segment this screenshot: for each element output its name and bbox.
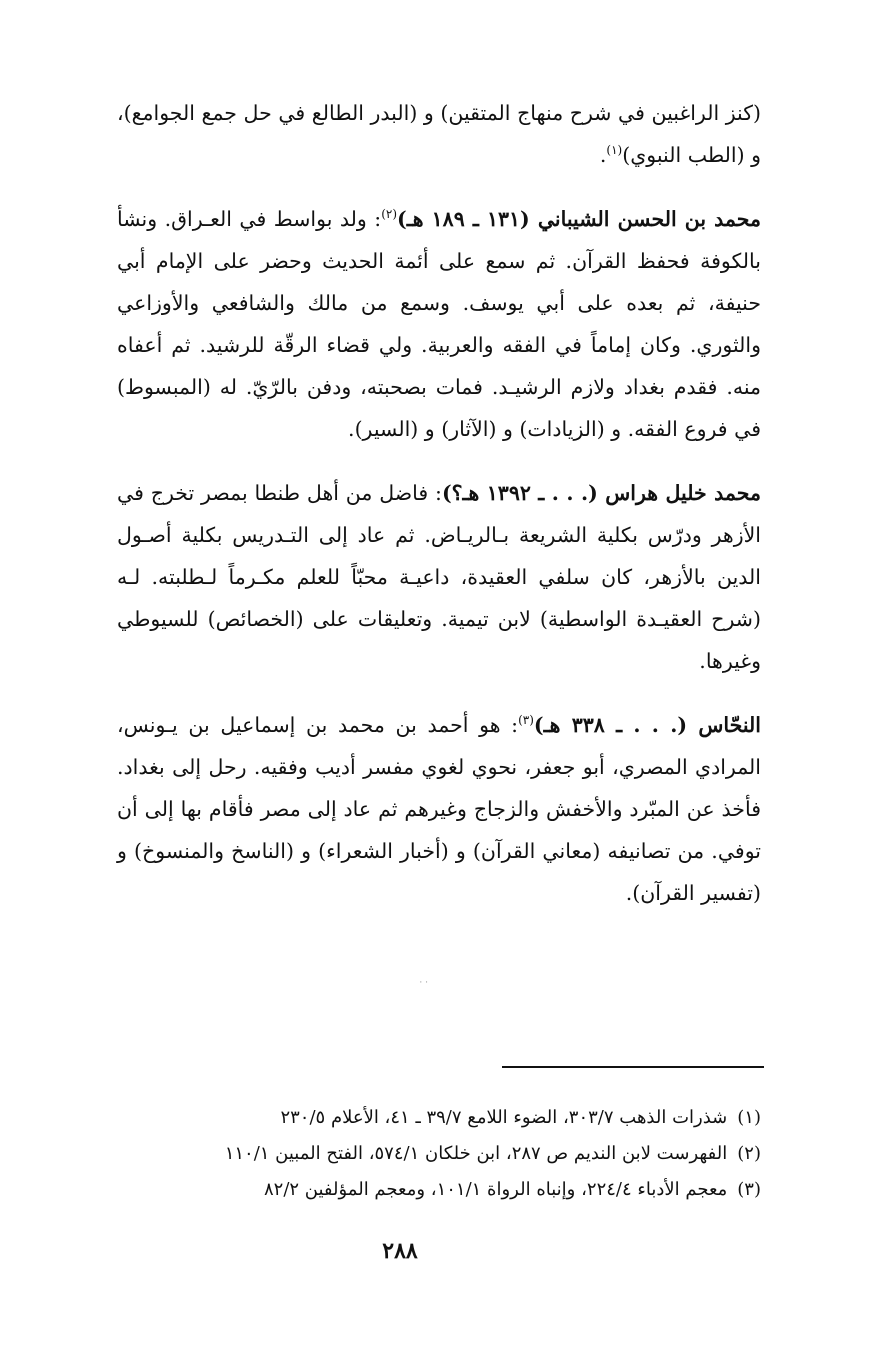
entry-heading: محمد بن الحسن الشيباني (١٣١ ـ ١٨٩ هـ)	[397, 207, 761, 231]
entry-body: : هو أحمد بن محمد بن إسماعيل بن يـونس، المرادي المصري، أبو جعفر، نحوي لغوي مفسر أديب وفقيه. رحل إلى بغداد. فأخذ عن المبّرد والأخفش والزجاج وغيرهم ثم عاد إلى مصر فأقام بها إلى أن توفي. من تصانيفه (معاني القرآن) و (أخبار الشعراء) و (الناسخ والمنسوخ) و (تفسير القرآن).	[117, 713, 761, 905]
entry-heading: محمد خليل هراس (. . . ـ ١٣٩٢ هـ؟)	[441, 481, 761, 505]
print-speck: · ·	[419, 978, 428, 988]
entry-heading: النحّاس (. . . ـ ٣٣٨ هـ)	[533, 713, 761, 737]
biography-entry	[117, 198, 761, 450]
biography-entry	[117, 472, 761, 682]
footnote-number: (٣)	[737, 1179, 761, 1200]
footnote-text: الفهرست لابن النديم ص ٢٨٧، ابن خلكان ٥٧٤/١، الفتح المبين ١١٠/١	[224, 1143, 728, 1164]
footnote	[117, 1100, 761, 1136]
footnote-ref-3: (٣)	[518, 713, 534, 728]
entry-body: : ولد بواسط في العـراق. ونشأ بالكوفة فحفظ القرآن. ثم سمع على أئمة الحديث وحضر على الإمام أبي حنيفة، ثم بعده على أبي يوسف. وسمع من مالك والشافعي والأوزاعي والثوري. وكان إماماً في الفقه والعربية. ولي قضاء الرقّة للرشيد. ثم أعفاه منه. فقدم بغداد ولازم الرشيـد. فمات بصحبته، ودفن بالرّيّ. له (المبسوط) في فروع الفقه. و (الزيادات) و (الآثار) و (السير).	[117, 207, 761, 441]
footnote-ref-1: (١)	[606, 143, 623, 158]
intro-paragraph	[117, 92, 761, 176]
footnote-text: معجم الأدباء ٢٢٤/٤، وإنباه الرواة ١٠١/١، ومعجم المؤلفين ٨٢/٢	[263, 1179, 728, 1200]
footnote-ref-2: (٢)	[381, 207, 398, 222]
footnote-divider	[502, 1066, 764, 1068]
biography-entry	[117, 704, 761, 914]
page-number: ٢٨٨	[382, 1238, 418, 1264]
intro-text: (كنز الراغبين في شرح منهاج المتقين) و (البدر الطالع في حل جمع الجوامع)، و (الطب النبوي)	[117, 101, 761, 167]
footnote-text: شذرات الذهب ٣٠٣/٧، الضوء اللامع ٣٩/٧ ـ ٤١، الأعلام ٢٣٠/٥	[280, 1107, 728, 1128]
footnote	[117, 1136, 761, 1172]
footnote	[117, 1172, 761, 1208]
footnote-number: (١)	[737, 1107, 761, 1128]
entry-body: : فاضل من أهل طنطا بمصر تخرج في الأزهر ودرّس بكلية الشريعة بـالريـاض. ثم عاد إلى التـدريس بكلية أصـول الدين بالأزهر، كان سلفي العقيدة، داعيـة محبّاً للعلم مكـرماً لـطلبته. لـه (شرح العقيـدة الواسطية) لابن تيمية. وتعليقات على (الخصائص) للسيوطي وغيرها.	[117, 481, 761, 673]
footnotes	[117, 1100, 761, 1208]
main-text	[117, 92, 761, 936]
footnote-number: (٢)	[737, 1143, 761, 1164]
intro-end: .	[599, 143, 607, 167]
